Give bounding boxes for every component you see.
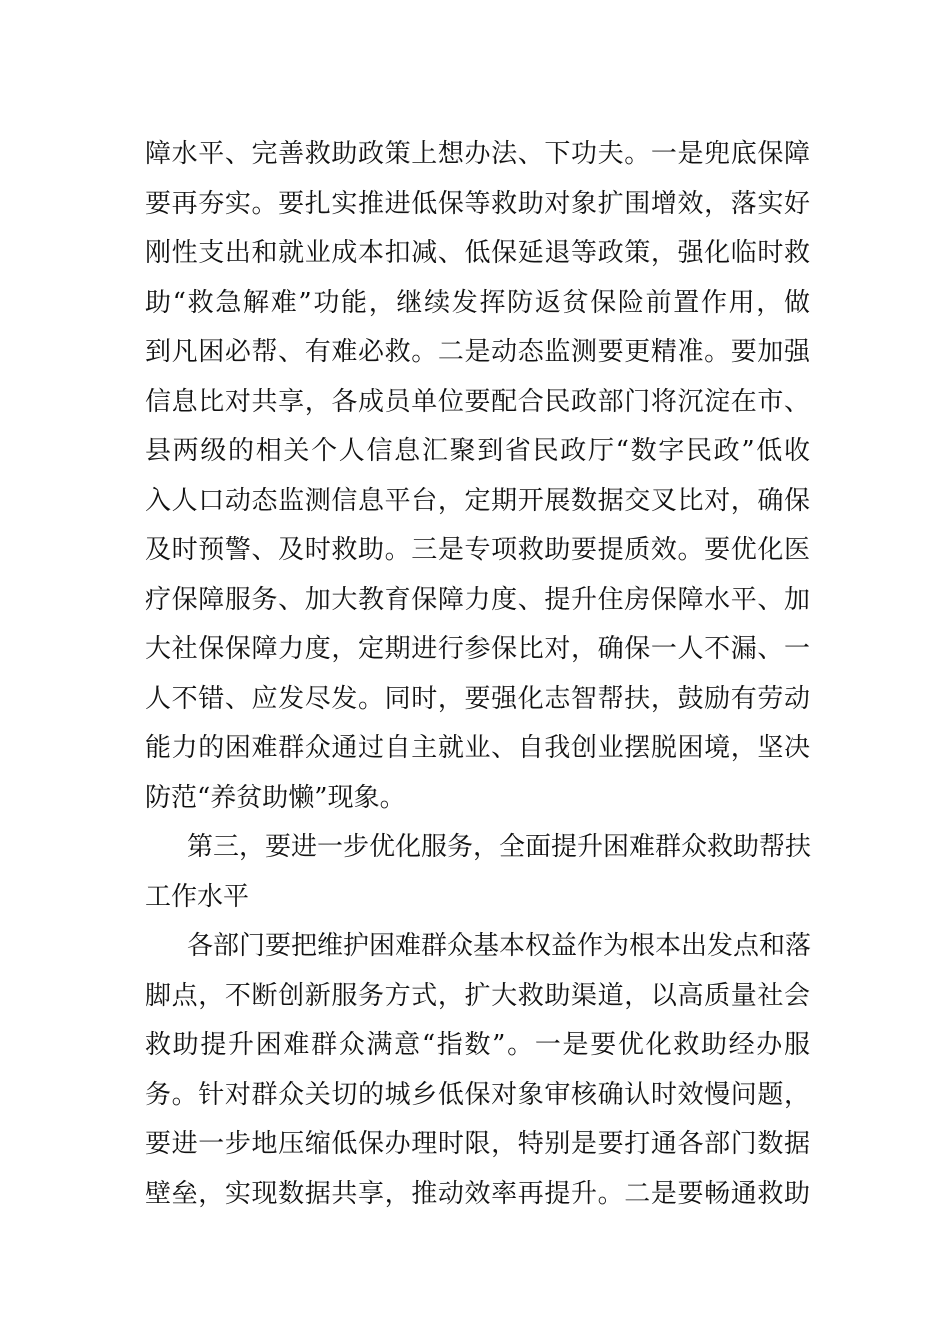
section-heading-line: 工作水平 [145,881,250,912]
body-line: 大社保保障力度，定期进行参保比对，确保一人不漏、一 [145,634,810,664]
body-line: 障水平、完善救助政策上想办法、下功夫。一是兜底保障 [145,139,810,169]
body-line: 务。针对群众关切的城乡低保对象审核确认时效慢问题， [145,1079,810,1110]
body-line: 疗保障服务、加大教育保障力度、提升住房保障水平、加 [145,584,810,615]
document-body [145,130,810,1219]
body-line: 防范“养贫助懒”现象。 [145,782,406,813]
body-line: 助“救急解难”功能，继续发挥防返贫保险前置作用，做 [145,287,810,318]
body-line: 救助提升困难群众满意“指数”。一是要优化救助经办服 [145,1030,810,1060]
body-line: 要再夯实。要扎实推进低保等救助对象扩围增效，落实好 [145,188,810,219]
body-line: 能力的困难群众通过自主就业、自我创业摆脱困境，坚决 [145,733,810,763]
section-heading-line: 第三，要进一步优化服务，全面提升困难群众救助帮扶 [187,832,812,862]
body-line: 信息比对共享，各成员单位要配合民政部门将沉淀在市、 [145,386,810,417]
body-line: 脚点，不断创新服务方式，扩大救助渠道，以高质量社会 [145,980,810,1011]
body-line: 入人口动态监测信息平台，定期开展数据交叉比对，确保 [145,485,810,516]
body-line: 县两级的相关个人信息汇聚到省民政厅“数字民政”低收 [145,436,810,466]
body-line: 到凡困必帮、有难必救。二是动态监测要更精准。要加强 [145,337,810,367]
body-line: 及时预警、及时救助。三是专项救助要提质效。要优化医 [145,535,810,565]
body-line: 人不错、应发尽发。同时，要强化志智帮扶，鼓励有劳动 [145,683,810,714]
body-line: 要进一步地压缩低保办理时限，特别是要打通各部门数据 [145,1129,810,1159]
body-line: 刚性支出和就业成本扣减、低保延退等政策，强化临时救 [145,238,810,268]
body-line: 壁垒，实现数据共享，推动效率再提升。二是要畅通救助 [145,1178,810,1209]
body-line: 各部门要把维护困难群众基本权益作为根本出发点和落 [187,931,812,961]
